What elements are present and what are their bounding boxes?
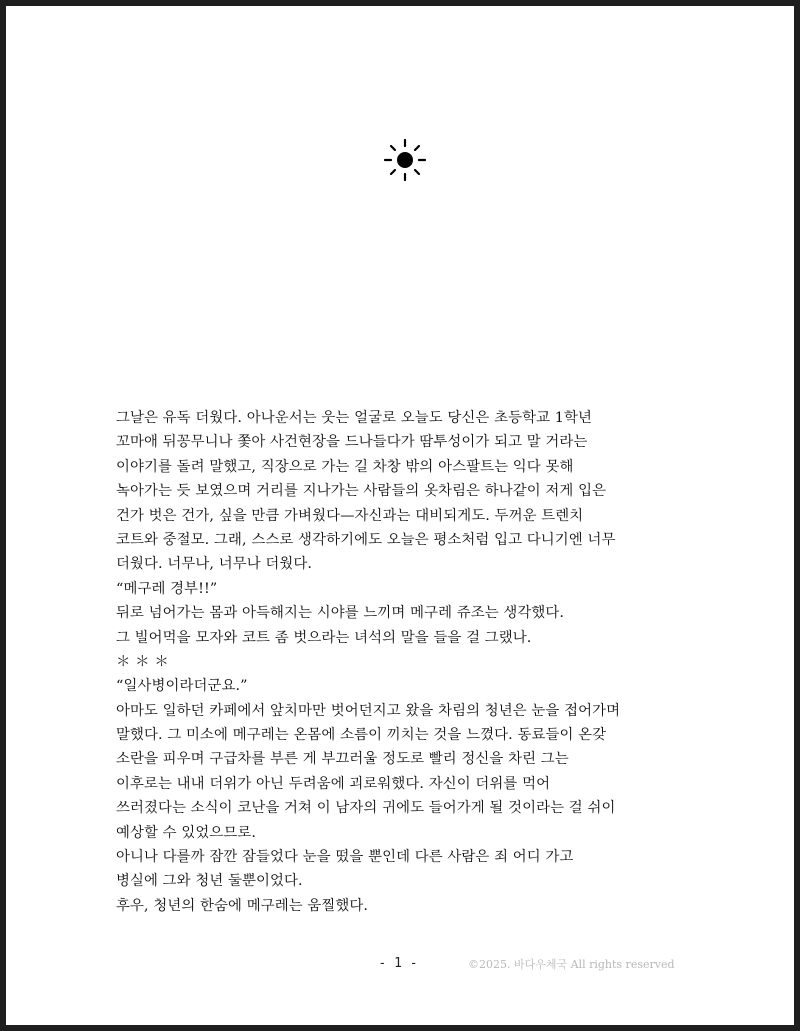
text-line: 이후로는 내내 더위가 아닌 두려움에 괴로워했다. 자신이 더위를 먹어 [116, 775, 551, 792]
text-line: 소란을 피우며 구급차를 부른 게 부끄러울 정도로 빨리 정신을 차린 그는 [116, 751, 569, 768]
text-line: 녹아가는 듯 보였으며 거리를 지나가는 사람들의 옷차림은 하나같이 저게 입은 [116, 483, 607, 500]
text-line: 뒤로 넘어가는 몸과 아득해지는 시야를 느끼며 메구레 쥬조는 생각했다. [116, 605, 565, 622]
text-line: 코트와 중절모. 그래, 스스로 생각하기에도 오늘은 평소처럼 입고 다니기엔 너무 [116, 531, 616, 548]
text-line: 쓰러졌다는 소식이 코난을 거쳐 이 남자의 귀에도 들어가게 될 것이라는 걸 쉬이 [116, 800, 616, 817]
text-line: 아니나 다를까 잠깐 잠들었다 눈을 떴을 뿐인데 다른 사람은 죄 어디 가고 [116, 849, 574, 866]
text-line: 꼬마애 뒤꽁무니나 쫓아 사건현장을 드나들다가 땀투성이가 되고 말 거라는 [116, 434, 588, 451]
text-line: 이야기를 돌려 말했고, 직장으로 가는 길 차창 밖의 아스팔트는 익다 못해 [116, 458, 574, 475]
text-line: 더웠다. 너무나, 너무나 더웠다. [116, 556, 313, 573]
page-number: - 1 - [378, 956, 418, 971]
sun-icon [382, 137, 428, 183]
text-line: 후우, 청년의 한숨에 메구레는 움찔했다. [116, 897, 369, 914]
text-line: 그 빌어먹을 모자와 코트 좀 벗으라는 녀석의 말을 들을 걸 그랬나. [116, 629, 532, 646]
dialogue-line: “일사병이라더군요.” [116, 678, 248, 695]
text-line: 그날은 유독 더웠다. 아나운서는 웃는 얼굴로 오늘도 당신은 초등학교 1학년 [116, 410, 593, 426]
scene-break: ＊ ＊ ＊ [116, 653, 169, 670]
text-line: 말했다. 그 미소에 메구레는 온몸에 소름이 끼치는 것을 느꼈다. 동료들이 온갖 [116, 727, 607, 744]
text-line: 예상할 수 있었으므로. [116, 824, 257, 841]
dialogue-line: “메구레 경부!!” [116, 580, 218, 597]
story-text [116, 406, 716, 918]
copyright-notice: ©2025. 바다우체국 All rights reserved [468, 958, 675, 971]
text-line: 건가 벗은 건가, 싶을 만큼 가벼웠다—자신과는 대비되게도. 두꺼운 트렌치 [116, 507, 584, 524]
text-line: 아마도 일하던 카페에서 앞치마만 벗어던지고 왔을 차림의 청년은 눈을 접어가며 [116, 702, 621, 719]
text-line: 병실에 그와 청년 둘뿐이었다. [116, 873, 303, 890]
document-page [6, 6, 794, 1025]
